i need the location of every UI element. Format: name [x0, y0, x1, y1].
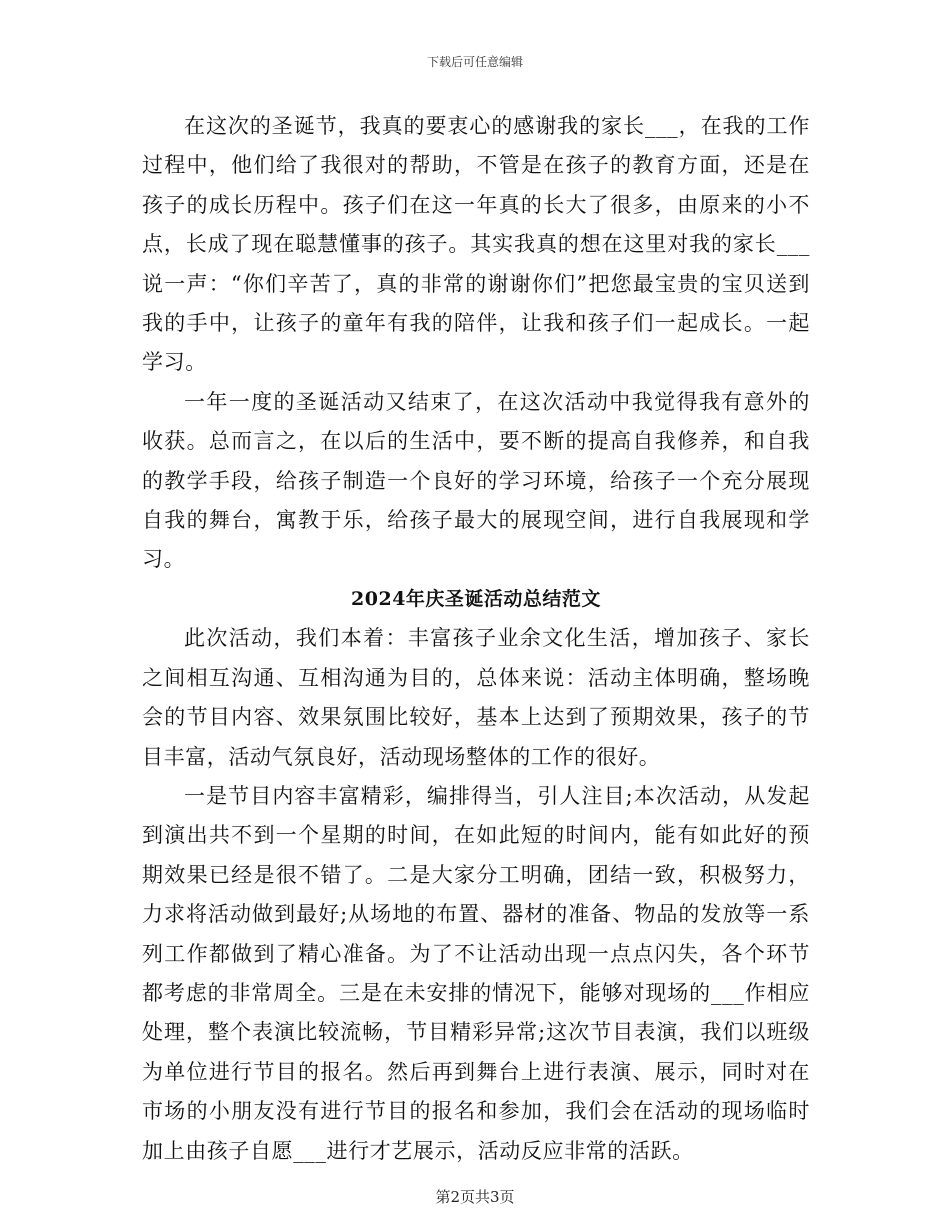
paragraph-annual-event: 一年一度的圣诞活动又结束了，在这次活动中我觉得我有意外的收获。总而言之，在以后的生活中，要不断的提高自我修养，和自我的教学手段，给孩子制造一个良好的学习环境，给孩子一个充分展现自我的舞台，寓教于乐，给孩子最大的展现空间，进行自我展现和学习。 [142, 389, 810, 572]
section-title: 2024年庆圣诞活动总结范文 [351, 587, 601, 610]
header-note: 下载后可任意编辑 [426, 55, 523, 69]
page-number: 第2页共3页 [435, 1188, 515, 1206]
paragraph-event-purpose: 此次活动，我们本着：丰富孩子业余文化生活，增加孩子、家长之间相互沟通、互相沟通为目的，总体来说：活动主体明确，整场晚会的节目内容、效果氛围比较好，基本上达到了预期效果，孩子的节目丰富，活动气氛良好，活动现场整体的工作的很好。 [142, 626, 810, 769]
document-body [142, 107, 810, 1171]
paragraph-event-details: 一是节目内容丰富精彩，编排得当，引人注目;本次活动，从发起到演出共不到一个星期的时间，在如此短的时间内，能有如此好的预期效果已经是很不错了。二是大家分工明确，团结一致，积极努力，力求将活动做到最好;从场地的布置、器材的准备、物品的发放等一系列工作都做到了精心准备。为了不让活动出现一点点闪失，各个环节都考虑的非常周全。三是在未安排的情况下，能够对现场的___作相应处理，整个表演比较流畅，节目精彩异常;这次节目表演，我们以班级为单位进行节目的报名。然后再到舞台上进行表演、展示，同时对在市场的小朋友没有进行节目的报名和参加，我们会在活动的现场临时加上由孩子自愿___进行才艺展示，活动反应非常的活跃。 [142, 783, 810, 1163]
paragraph-thanks-parents: 在这次的圣诞节，我真的要衷心的感谢我的家长___，在我的工作过程中，他们给了我很对的帮助，不管是在孩子的教育方面，还是在孩子的成长历程中。孩子们在这一年真的长大了很多，由原来的小不点，长成了现在聪慧懂事的孩子。其实我真的想在这里对我的家长___说一声：“你们辛苦了，真的非常的谢谢你们”把您最宝贵的宝贝送到我的手中，让孩子的童年有我的陪伴，让我和孩子们一起成长。一起学习。 [142, 114, 810, 375]
